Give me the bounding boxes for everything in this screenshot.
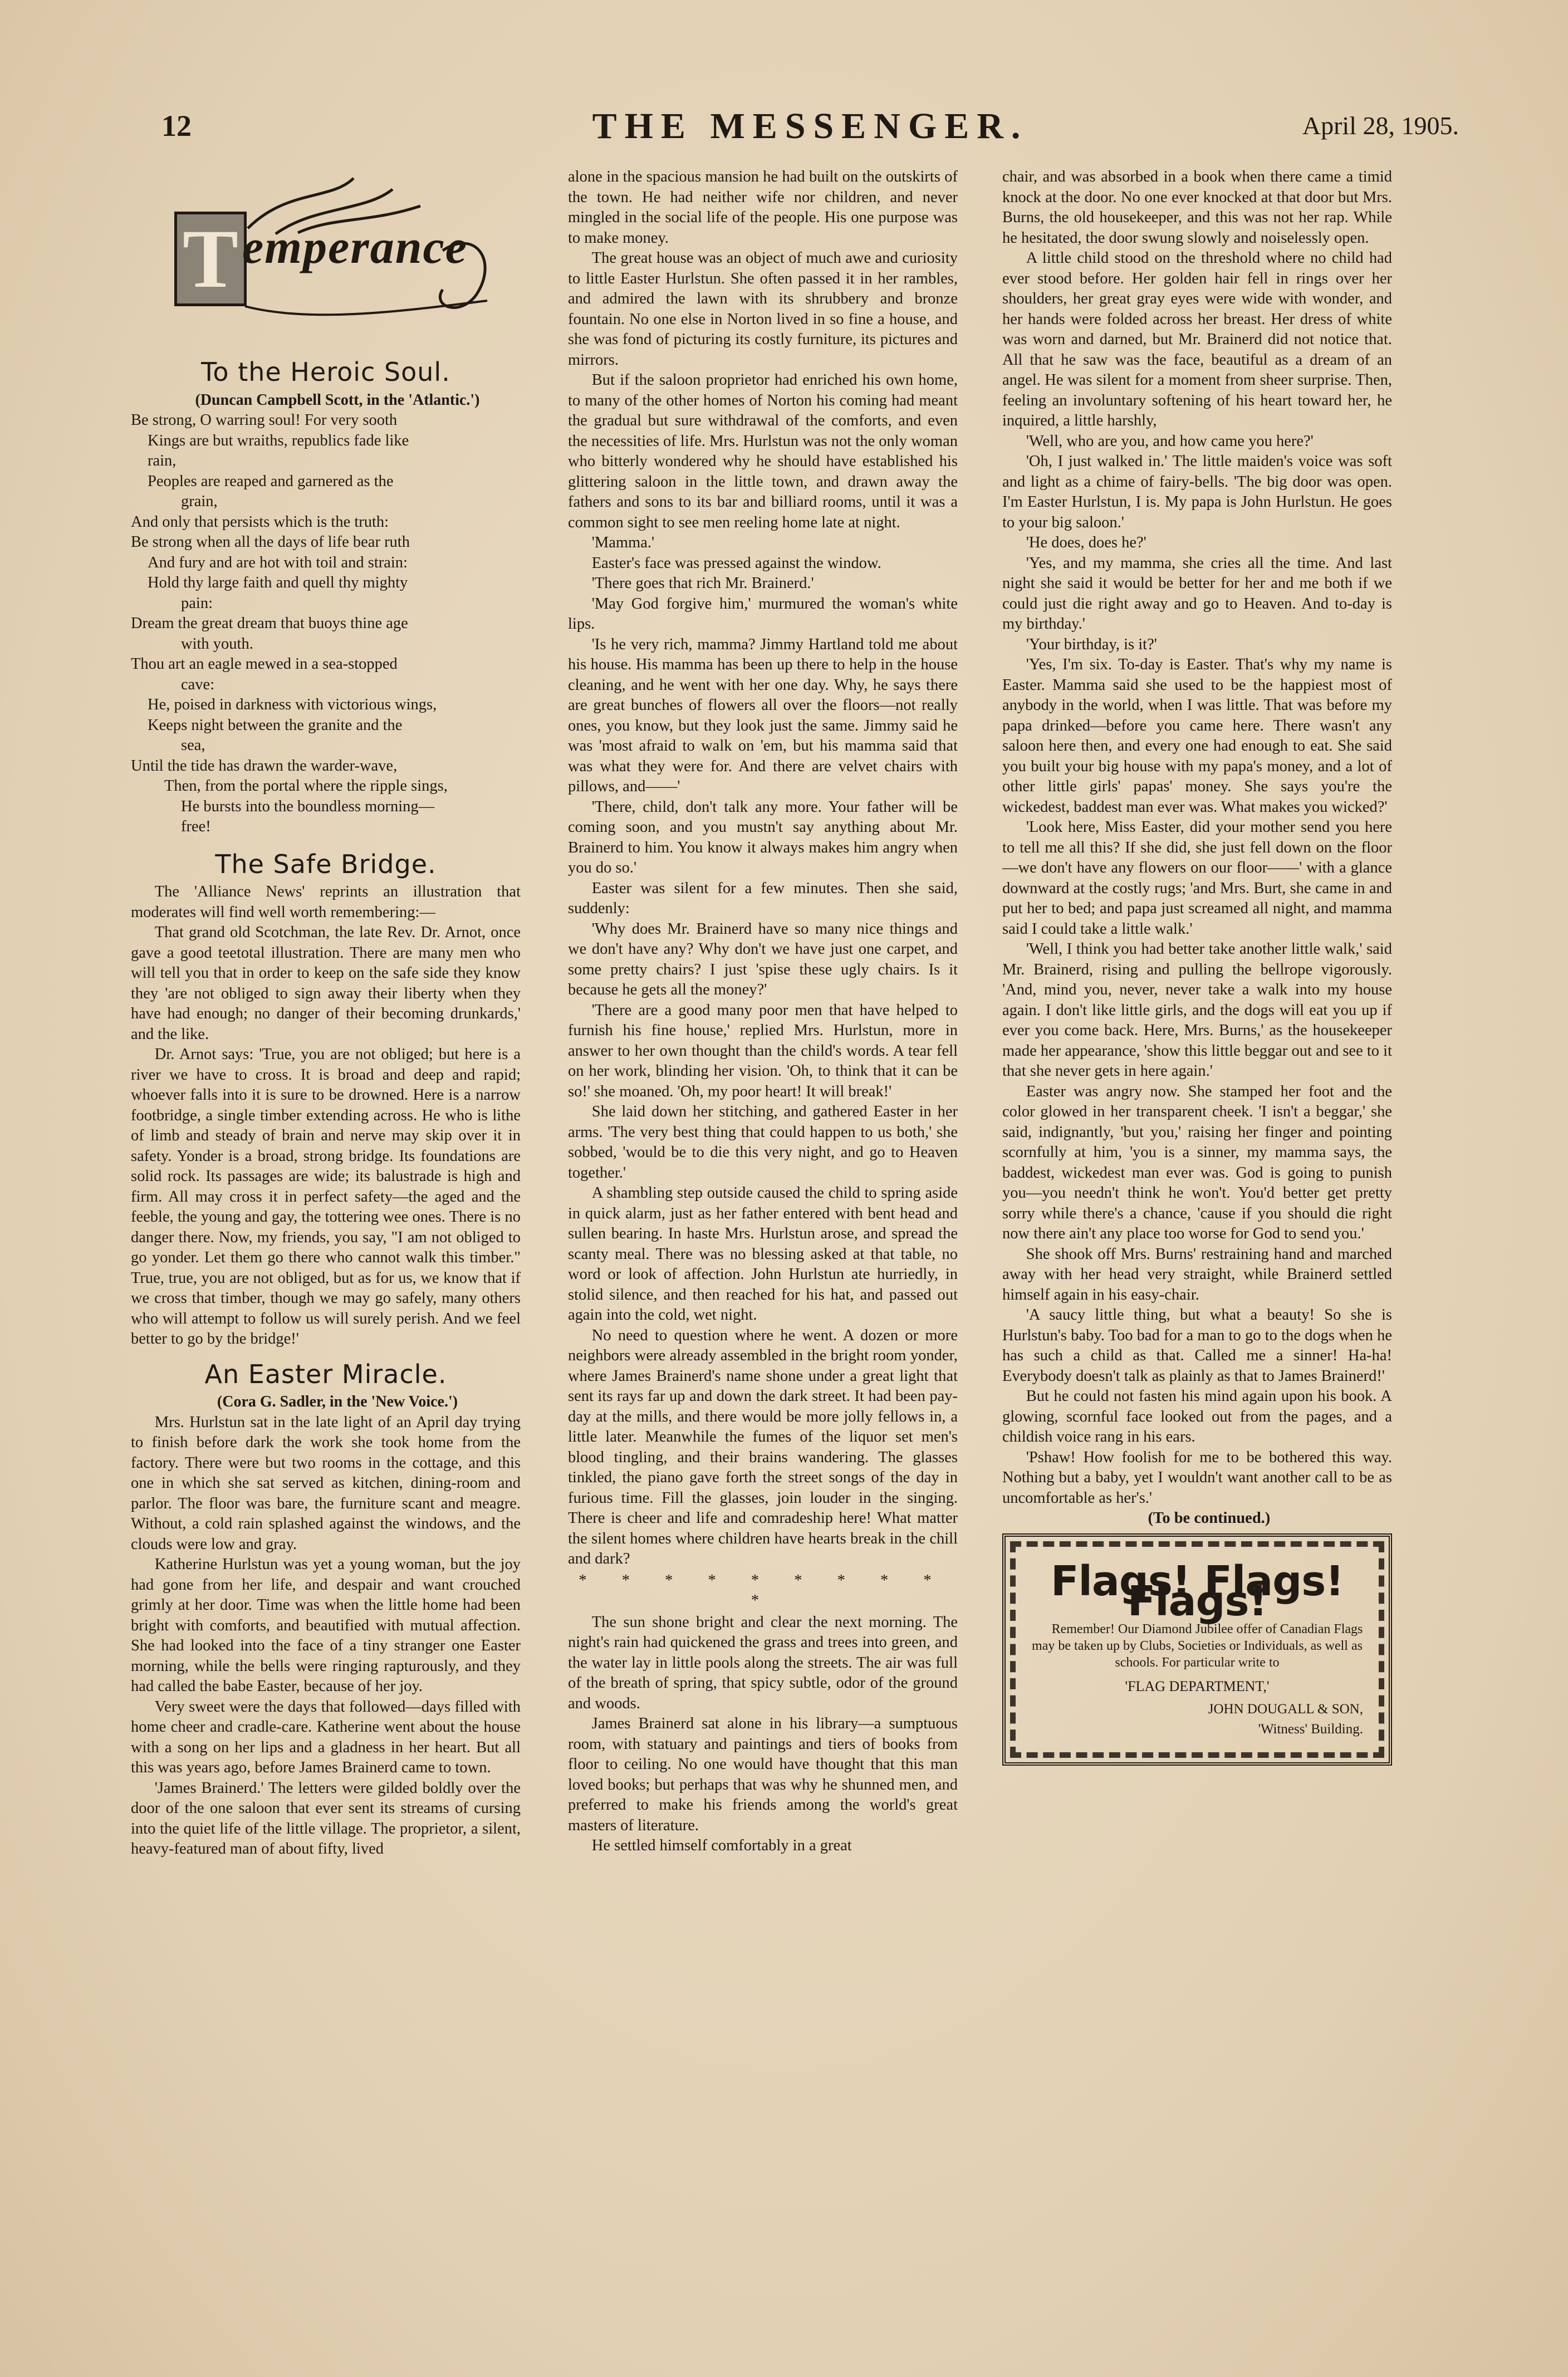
paragraph: 'Mamma.' <box>591 534 655 551</box>
ad-headline: Flags! Flags! Flags! <box>1051 1557 1344 1625</box>
poem-line: cave: <box>181 675 215 693</box>
paragraph: 'Oh, I just walked in.' The little maiden's voice was soft and light as a chime of fairy-bells. 'The big door was open. I'm Easter Hurlstun, I is. My papa is John Hurlstun. He goes to your big saloon.' <box>1002 453 1392 531</box>
paragraph: 'There, child, don't talk any more. Your father will be coming soon, and you mustn't say anything about Mr. Brainerd to him. You know it always makes him angry when you do so.' <box>568 798 958 876</box>
paragraph: 'Pshaw! How foolish for me to be bothered this way. Nothing but a baby, yet I wouldn't want another call to be as uncomfortable as her's.' <box>1002 1448 1392 1507</box>
paragraph: 'Yes, I'm six. To-day is Easter. That's why my name is Easter. Mamma said she used to be the happiest most of anybody in the world, when I was little. That was before my papa drinked—before you came here. There wasn't any saloon here then, and every one had enough to eat. She said you built your big house with my papa's money, and a lot of other little girls' papas' money. She says you're the wickedest, baddest man ever was. What makes you wicked?' <box>1002 656 1392 816</box>
paragraph: Very sweet were the days that followed—days filled with home cheer and cradle-care. Katherine went about the house with a song on her lips and a gladness in her heart. But all this was years ago, before James Brainerd came to town. <box>131 1698 521 1776</box>
poem-line: Be strong, O warring soul! For very sooth <box>131 411 398 429</box>
newspaper-title: THE MESSENGER. <box>592 106 1028 146</box>
paragraph: chair, and was absorbed in a book when there came a timid knock at the door. No one ever knocked at that door but Mrs. Burns, the old housekeeper, and this was not her rap. While he hesitated, the door swung slowly and noiselessly open. <box>1002 168 1392 247</box>
paragraph: 'A saucy little thing, but what a beauty! So she is Hurlstun's baby. Too bad for a man to go to the dogs when he has such a child as that. Called me a sinner! Ha-ha! Everybody doesn't talk as plainly as that to James Brainerd!' <box>1002 1306 1392 1385</box>
paragraph: 'Well, I think you had better take another little walk,' said Mr. Brainerd, rising and pulling the bellrope vigorously. 'And, mind you, never, never take a walk into my house again. I don't like little girls, and the dogs will eat you up if ever you come back. Here, Mrs. Burns,' as the housekeeper made her appearance, 'show this little beggar out and see to it that she never gets in here again.' <box>1002 940 1392 1080</box>
paragraph: 'Is he very rich, mamma? Jimmy Hartland told me about his house. His mamma has been up there to help in the house cleaning, and he went with her one day. Why, he says there are great bunches of flowers all over the floors—not really ones, you know, but they look just the same. Jimmy said he was 'most afraid to walk on 'em, but his mamma said that was what they were for. And there are velvet chairs with pillows, and——' <box>568 635 958 795</box>
column-2 <box>568 167 958 1856</box>
page-number: 12 <box>161 109 192 143</box>
poem-line: And fury and are hot with toil and strain: <box>148 553 408 571</box>
story-body-col3 <box>1002 167 1392 1508</box>
paragraph: 'He does, does he?' <box>1026 534 1146 551</box>
ad-company: JOHN DOUGALL & SON, <box>1208 1702 1363 1717</box>
ad-body: Remember! Our Diamond Jubilee offer of Canadian Flags may be taken up by Clubs, Societies or Individuals, as well as schools. For particular write to <box>1032 1621 1363 1670</box>
bridge-body <box>131 882 521 1350</box>
paragraph: 'Your birthday, is it?' <box>1026 635 1157 653</box>
poem-byline: (Duncan Campbell Scott, in the 'Atlantic.') <box>195 391 480 409</box>
poem-line: with youth. <box>181 635 253 653</box>
story-byline: (Cora G. Sadler, in the 'New Voice.') <box>217 1393 458 1410</box>
poem-line: Until the tide has drawn the warder-wave, <box>131 757 398 775</box>
paragraph: Katherine Hurlstun was yet a young woman, but the joy had gone from her life, and despair and want crouched grimly at her door. Time was when the little home had been bright with comforts, and beautified with mutual affection. She had looked into the face of a tiny stranger one Easter morning, while the bells were ringing rapturously, and they had called the babe Easter, because of her joy. <box>131 1556 521 1695</box>
bridge-title: The Safe Bridge. <box>215 849 437 879</box>
story-title: An Easter Miracle. <box>204 1359 447 1389</box>
column-3 <box>1002 167 1392 1766</box>
paragraph: She laid down her stitching, and gathered Easter in her arms. 'The very best thing that could happen to us both,' she sobbed, 'would be to die this very night, and go to Heaven together.' <box>568 1103 958 1182</box>
poem-line: grain, <box>181 493 218 510</box>
paragraph: Easter was angry now. She stamped her foot and the color glowed in her transparent cheek. 'I isn't a beggar,' she said, indignantly, 'but you,' raising her finger and pointing scornfully at him, 'you is a sinner, my mamma says, the baddest, wickedest man ever was. God is going to punish you—you needn't think he won't. You'd better get pretty sorry while there's a chance, 'cause if you should die right now there ain't any place too worse for God to send you.' <box>1002 1082 1392 1242</box>
paragraph: But he could not fasten his mind again upon his book. A glowing, scornful face looked out from the pages, and a childish voice rang in his ears. <box>1002 1388 1392 1445</box>
ad-department: 'FLAG DEPARTMENT,' <box>1125 1678 1270 1694</box>
temperance-banner <box>131 167 521 351</box>
masthead <box>161 106 1459 153</box>
temperance-word: emperance <box>242 220 468 273</box>
poem-line: pain: <box>181 594 213 612</box>
poem-line: Keeps night between the granite and the <box>148 716 403 734</box>
paragraph: Easter was silent for a few minutes. Then she said, suddenly: <box>568 879 958 917</box>
paragraph: 'May God forgive him,' murmured the woman's white lips. <box>568 595 958 633</box>
paragraph: 'There goes that rich Mr. Brainerd.' <box>591 575 814 592</box>
paragraph: That grand old Scotchman, the late Rev. Dr. Arnot, once gave a good teetotal illustration. There are many men who will tell you that in order to keep on the safe side they know they 'are not obliged to sign away their liberty when they have had enough; no danger of their becoming drunkards,' and the like. <box>131 924 521 1043</box>
flags-advertisement <box>1002 1533 1392 1766</box>
poem-line: free! <box>181 818 211 835</box>
poem-line: Thou art an eagle mewed in a sea-stopped <box>131 655 398 673</box>
paragraph: A little child stood on the threshold where no child had ever stood before. Her golden hair fell in rings over her shoulders, her great gray eyes were wide with wonder, and her hands were folded across her breast. Her dress of white was worn and darned, but Mr. Brainerd did not notice that. All that he saw was the face, beautiful as a dream of an angel. He was silent for a moment from sheer surprise. Then, feeling an involuntary softening of his heart toward her, he inquired, a little harshly, <box>1002 249 1392 429</box>
column-1 <box>131 167 521 1860</box>
story-body-col1 <box>131 1413 521 1860</box>
paragraph: A shambling step outside caused the child to spring aside in quick alarm, just as her father entered with bent head and sullen bearing. In haste Mrs. Hurlstun arose, and spread the scanty meal. There was no blessing asked at that table, no word or look of affection. John Hurlstun ate hurriedly, in stolid silence, and then reached for his hat, and passed out again into the cold, wet night. <box>568 1184 958 1324</box>
poem-title: To the Heroic Soul. <box>201 357 450 387</box>
story-body-col2-after-break <box>568 1613 958 1856</box>
story-body-col2 <box>568 167 958 1570</box>
issue-date: April 28, 1905. <box>1302 111 1459 140</box>
paragraph: James Brainerd sat alone in his library—a sumptuous room, with statuary and paintings and tiers of books from floor to ceiling. No one would have thought that this man loved books; but perhaps that was why he shunned men, and preferred to make his friends among the world's great masters of literature. <box>568 1715 958 1834</box>
paragraph: The 'Alliance News' reprints an illustration that moderates will find well worth remembering:— <box>131 883 521 921</box>
poem-line: Then, from the portal where the ripple sings, <box>164 777 448 795</box>
paragraph: alone in the spacious mansion he had built on the outskirts of the town. He had neither wife nor children, and never mingled in the social life of the people. His one purpose was to make money. <box>568 168 958 247</box>
paragraph: He settled himself comfortably in a great <box>591 1837 852 1854</box>
paragraph: No need to question where he went. A dozen or more neighbors were already assembled in the bright room yonder, where James Brainerd's name shone under a great light that sent its rays far up and down the dark street. It had been pay-day at the mills, and there would be more jolly fellows in, a little later. Meanwhile the fumes of the liquor set men's blood tingling, and their brains wandering. The glasses tinkled, the piano gave forth the street songs of the day in furious time. Fill the glasses, join louder in the singing. There is cheer and life and comradeship here! What matter the silent homes where children have hearts break in the chill and dark? <box>568 1326 958 1567</box>
poem-line: And only that persists which is the truth: <box>131 513 389 531</box>
paragraph: 'Why does Mr. Brainerd have so many nice things and we don't have any? Why don't we have just one carpet, and some pretty chairs? I just 'spise these ugly chairs. Is it because he gets all the money?' <box>568 920 958 998</box>
poem-line: sea, <box>181 737 205 754</box>
paragraph: 'James Brainerd.' The letters were gilded boldly over the door of the one saloon that ever sent its streams of cursing into the quiet life of the little village. The proprietor, a silent, heavy-featured man of about fifty, lived <box>131 1779 521 1858</box>
poem-line: Dream the great dream that buoys thine age <box>131 615 408 632</box>
paragraph: 'Well, who are you, and how came you here?' <box>1026 432 1314 450</box>
paragraph: 'Look here, Miss Easter, did your mother send you here to tell me all this? If she did, she just fell down on the floor—we don't have any flowers on our floor——' with a glance downward at the costly rugs; 'and Mrs. Burt, she came in and put her to bed; and papa just screamed all night, and mamma said I could take a little walk.' <box>1002 819 1392 938</box>
paragraph: 'Yes, and my mamma, she cries all the time. And last night she said it would be better for her and me both if we could just die right away and go to Heaven. And to-day is my birthday.' <box>1002 554 1392 633</box>
paragraph: Dr. Arnot says: 'True, you are not obliged; but here is a river we have to cross. It is broad and deep and rapid; whoever falls into it is sure to be drowned. Here is a narrow footbridge, a single timber extending across. He who is lithe of limb and steady of brain and nerve may skip over it in safety. Yonder is a broad, strong bridge. Its foundations are solid rock. Its passages are wide; its balustrade is high and firm. All may cross it in perfect safety—the aged and the feeble, the young and gay, the tottering wee ones. There is no danger there. Now, my friends, you say, "I am not obliged to go yonder. Let them go there who cannot walk this timber." True, true, you are not obliged, but as for us, we know that if we cross that timber, though we may go safely, many others who will attempt to follow us will surely perish. And we feel better to go by the bridge!' <box>131 1046 521 1347</box>
paragraph: The great house was an object of much awe and curiosity to little Easter Hurlstun. She often passed it in her rambles, and admired the lawn with its shrubbery and bronze fountain. No one else in Norton lived in so fine a house, and she was fond of picturing its costly furniture, its pictures and mirrors. <box>568 249 958 369</box>
section-break-stars: * * * * * * * * * * <box>579 1571 947 1609</box>
poem-line: rain, <box>148 452 177 469</box>
poem-line: Be strong when all the days of life bear ruth <box>131 533 410 551</box>
paragraph: Mrs. Hurlstun sat in the late light of an April day trying to finish before dark the work she took home from the factory. There were but two rooms in the cottage, and this one in which she sat served as kitchen, dining-room and parlor. The floor was bare, the furniture scant and meagre. Without, a cold rain splashed against the windows, and the clouds were low and gray. <box>131 1413 521 1553</box>
temperance-initial-block <box>174 212 247 306</box>
temperance-initial: T <box>182 213 239 305</box>
poem-line: He, poised in darkness with victorious wings, <box>148 696 437 713</box>
poem-line: Kings are but wraiths, republics fade like <box>148 432 409 449</box>
paragraph: But if the saloon proprietor had enriched his own home, to many of the other homes of Norton his coming had meant the gradual but sure withdrawal of the comforts, and even the necessities of life. Mrs. Hurlstun was not the only woman who bitterly wondered why he should have established his glittering saloon in the little town, and drawn away the fathers and sons to its bar and billiard rooms, until it was a common sight to see men reeling home late at night. <box>568 371 958 531</box>
paragraph: She shook off Mrs. Burns' restraining hand and marched away with her head very straight, while Brainerd settled himself again in his easy-chair. <box>1002 1245 1392 1303</box>
poem-line: Peoples are reaped and garnered as the <box>148 472 394 490</box>
to-be-continued: (To be continued.) <box>1148 1509 1271 1527</box>
poem-body <box>131 410 521 837</box>
ad-building: 'Witness' Building. <box>1258 1722 1363 1737</box>
poem-line: Hold thy large faith and quell thy mighty <box>148 574 408 591</box>
paragraph: Easter's face was pressed against the window. <box>591 554 881 572</box>
poem-line: He bursts into the boundless morning— <box>181 797 435 815</box>
paragraph: 'There are a good many poor men that have helped to furnish his fine house,' replied Mrs. Hurlstun, more in answer to her own thought than the child's words. A tear fell on her work, blinding her vision. 'Oh, to think that it can be so!' she moaned. 'Oh, my poor heart! It will break!' <box>568 1001 958 1100</box>
paragraph: The sun shone bright and clear the next morning. The night's rain had quickened the grass and trees into green, and the water lay in little pools along the streets. The air was full of the breath of spring, that spicy subtle, odor of the ground and woods. <box>568 1613 958 1712</box>
